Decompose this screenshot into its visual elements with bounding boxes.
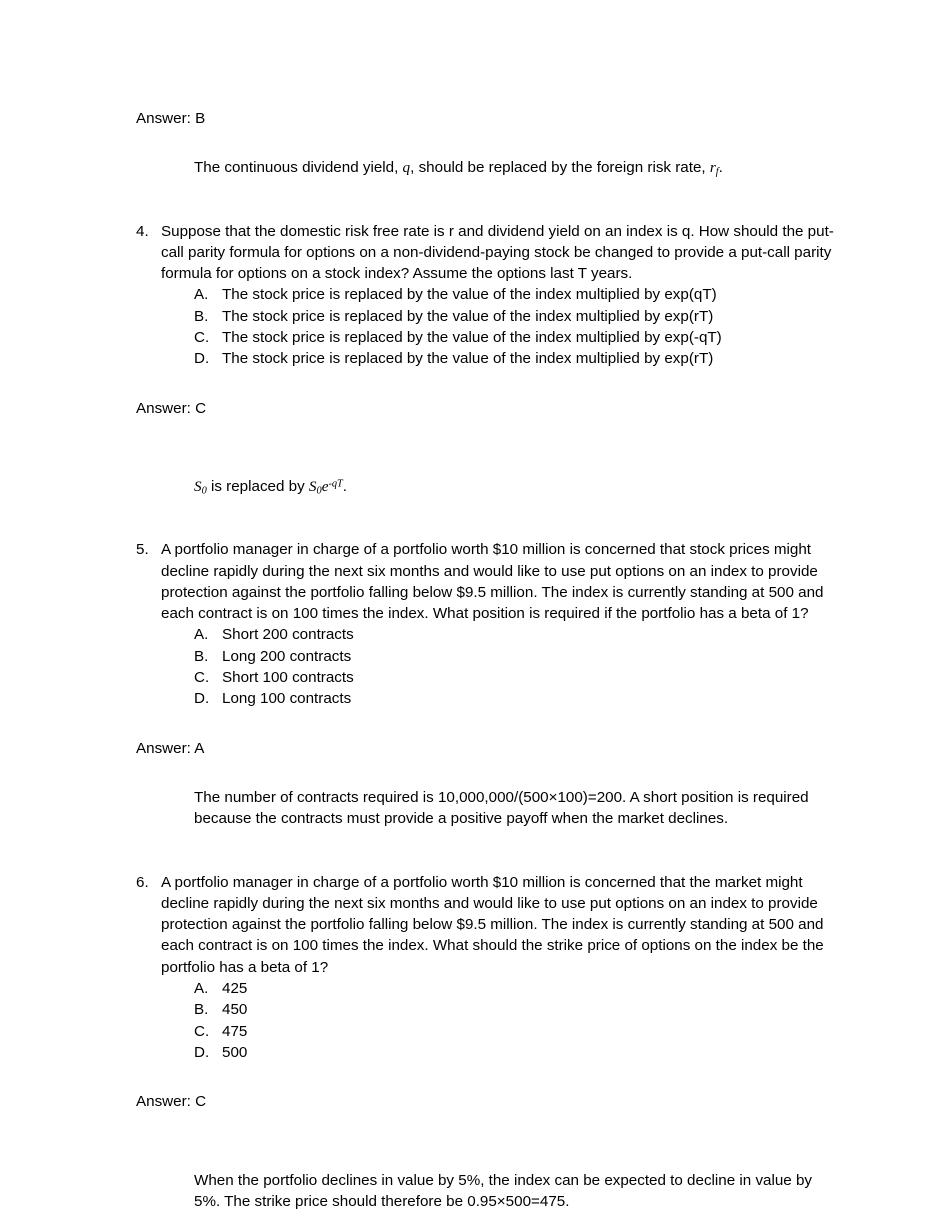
explanation-text-part: , should be replaced by the foreign risk rate, — [410, 159, 710, 177]
option-a[interactable] — [194, 624, 835, 645]
spacer — [136, 455, 835, 476]
explanation-text-part: . — [342, 477, 348, 495]
question-6 — [136, 872, 835, 978]
math-symbol-s0: $S_0$ — [194, 477, 207, 497]
options-list-6 — [136, 978, 835, 1063]
option-letter: A. — [194, 626, 209, 644]
option-letter: C. — [194, 669, 210, 687]
explanation-5: The number of contracts required is 10,000,000/(500×100)=200. A short position is required because the contracts must provide a positive payoff when the market declines. — [194, 788, 809, 828]
option-letter: C. — [194, 1022, 210, 1040]
option-b[interactable] — [194, 306, 835, 327]
question-4 — [136, 221, 835, 285]
option-b[interactable] — [194, 999, 835, 1020]
option-label: Long 100 contracts — [222, 690, 352, 708]
option-letter: A. — [194, 286, 209, 304]
question-text: A portfolio manager in charge of a portfolio worth $10 million is concerned that the market might decline rapidly during the next six months and would like to use put options on an index to provide protection against the portfolio falling below $9.5 million. The index is currently standing at 500 and each contract is on 100 times the index. What should the strike price of options on the index be the portfolio has a beta of 1? — [161, 873, 824, 976]
answer-line-6: Answer: C — [136, 1093, 207, 1111]
explanation-text-part: is replaced by — [206, 477, 309, 495]
option-label: Short 200 contracts — [222, 626, 354, 644]
option-letter: B. — [194, 1001, 209, 1019]
math-symbol-q: q — [402, 159, 411, 177]
option-label: Long 200 contracts — [222, 647, 352, 665]
option-label: The stock price is replaced by the value of the index multiplied by exp(rT) — [222, 350, 714, 368]
spacer — [136, 179, 835, 221]
option-letter: D. — [194, 350, 210, 368]
option-c[interactable] — [194, 327, 835, 348]
explanation-prev — [194, 157, 835, 178]
explanation-text-part: The continuous dividend yield, — [194, 159, 403, 177]
options-list-5 — [136, 624, 835, 709]
answer-line-4: Answer: C — [136, 399, 207, 417]
option-c[interactable] — [194, 667, 835, 688]
spacer — [136, 129, 835, 157]
option-letter: B. — [194, 647, 209, 665]
question-text: Suppose that the domestic risk free rate is r and dividend yield on an index is q. How should the put-call parity formula for options on a non-dividend-paying stock be changed to provide a put-call parity formula for options on a stock index? Assume the options last T years. — [161, 222, 834, 283]
explanation-4 — [194, 476, 835, 497]
answer-line-prev: Answer: B — [136, 110, 206, 127]
option-label: 450 — [222, 1001, 248, 1019]
spacer — [136, 830, 835, 872]
explanation-text-part: . — [718, 159, 723, 177]
option-d[interactable] — [194, 348, 835, 369]
option-c[interactable] — [194, 1021, 835, 1042]
option-letter: D. — [194, 1043, 210, 1061]
option-label: The stock price is replaced by the value of the index multiplied by exp(qT) — [222, 286, 717, 304]
question-number: 5. — [136, 541, 149, 559]
explanation-6: When the portfolio declines in value by 5%, the index can be expected to decline in value by 5%. The strike price should therefore be 0.95×500=475. — [194, 1171, 813, 1210]
math-expression-s0-exp: $S_0e^{-qT}$ — [308, 477, 343, 497]
option-a[interactable] — [194, 978, 835, 999]
spacer — [136, 759, 835, 787]
answer-line-5: Answer: A — [136, 739, 205, 757]
question-text: A portfolio manager in charge of a portfolio worth $10 million is concerned that stock prices might decline rapidly during the next six months and would like to use put options on an index to provide protection against the portfolio falling below $9.5 million. The index is currently standing at 500 and each contract is on 100 times the index. What position is required if the portfolio has a beta of 1? — [161, 541, 824, 623]
option-label: 500 — [222, 1043, 248, 1061]
option-label: The stock price is replaced by the value of the index multiplied by exp(rT) — [222, 307, 714, 325]
spacer — [136, 370, 835, 398]
option-letter: D. — [194, 690, 210, 708]
spacer — [136, 1063, 835, 1091]
option-label: 425 — [222, 980, 248, 998]
options-list-4 — [136, 284, 835, 369]
option-d[interactable] — [194, 1042, 835, 1063]
option-letter: B. — [194, 307, 209, 325]
question-number: 6. — [136, 873, 149, 891]
spacer — [136, 1149, 835, 1170]
document-body — [136, 108, 835, 1212]
option-label: The stock price is replaced by the value of the index multiplied by exp(-qT) — [222, 329, 722, 347]
option-a[interactable] — [194, 284, 835, 305]
option-label: Short 100 contracts — [222, 669, 354, 687]
spacer — [136, 1113, 835, 1149]
option-letter: A. — [194, 980, 209, 998]
spacer — [136, 419, 835, 455]
option-b[interactable] — [194, 646, 835, 667]
option-letter: C. — [194, 329, 210, 347]
math-symbol-rf: $r_f$ — [709, 159, 719, 178]
option-label: 475 — [222, 1022, 248, 1040]
spacer — [136, 710, 835, 738]
spacer — [136, 497, 835, 539]
question-5 — [136, 539, 835, 624]
option-d[interactable] — [194, 688, 835, 709]
question-number: 4. — [136, 222, 149, 240]
